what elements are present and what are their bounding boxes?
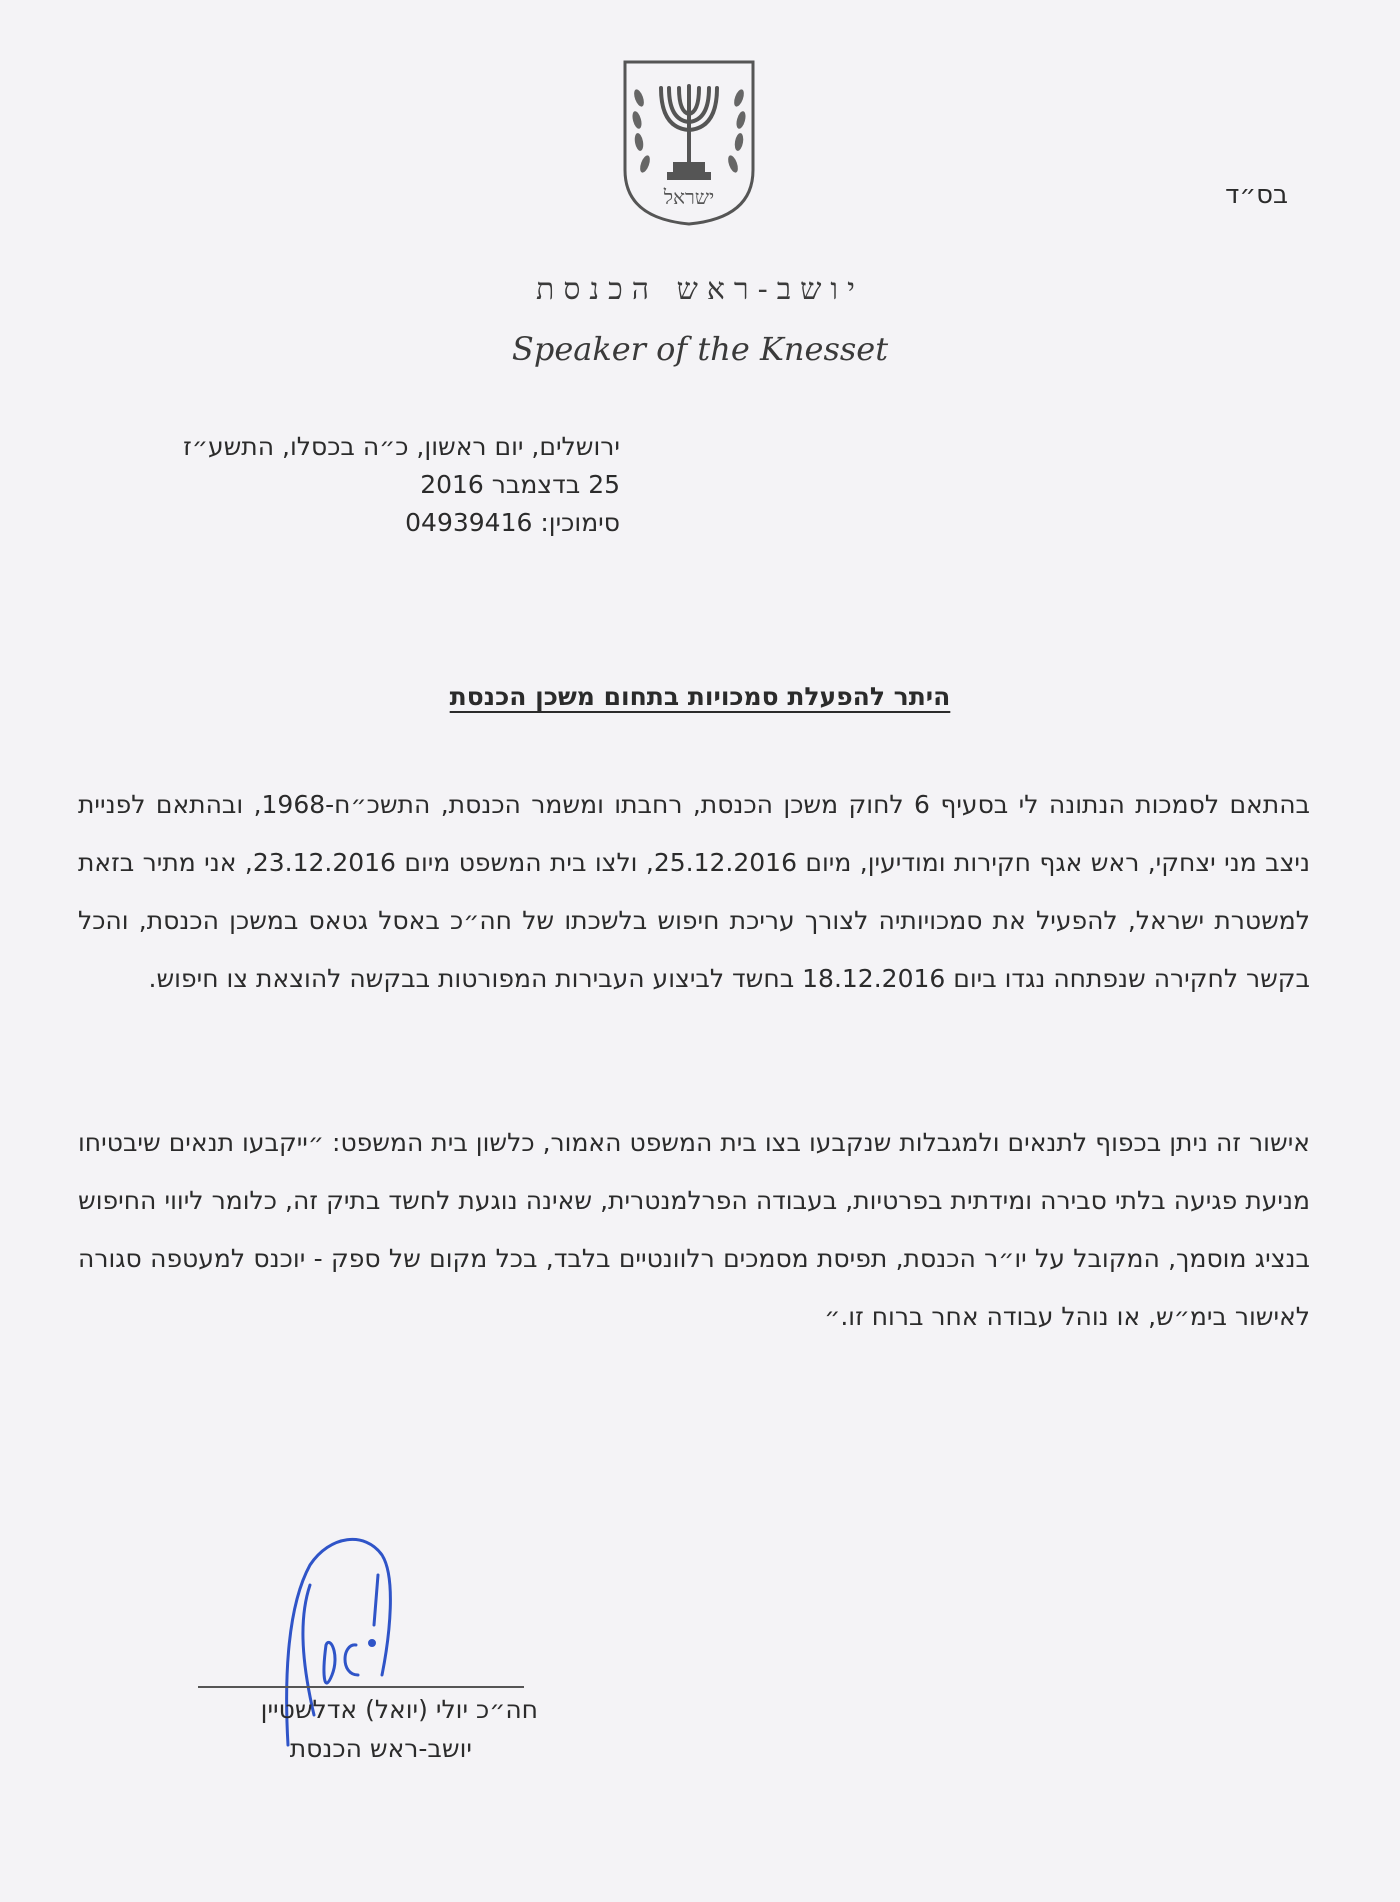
office-title-english: Speaker of the Knesset	[511, 330, 889, 368]
office-title-hebrew: יושב-ראש הכנסת	[536, 272, 864, 307]
signature-line	[198, 1686, 524, 1688]
reference-number: סימוכין: 04939416	[405, 508, 620, 537]
state-emblem	[617, 58, 761, 228]
bsd-mark: בס״ד	[1225, 180, 1288, 210]
place-and-hebrew-date: ירושלים, יום ראשון, כ״ה בכסלו, התשע״ז	[183, 432, 620, 461]
body-paragraph-1: בהתאם לסמכות הנתונה לי בסעיף 6 לחוק משכן הכנסת, רחבתו ומשמר הכנסת, התשכ״ח-1968, ובהתאם לפניית ניצב מני יצחקי, ראש אגף חקירות ומודיעין, מיום 25.12.2016, ולצו בית המשפט מיום 23.12.2016, אני מתיר בזאת למשטרת ישראל, להפעיל את סמכויותיה לצורך עריכת חיפוש בלשכתו של חה״כ באסל גטאס במשכן הכנסת, והכל בקשר לחקירה שנפתחה נגדו ביום 18.12.2016 בחשד לביצוע העבירות המפורטות בבקשה להוצאת צו חיפוש.	[78, 790, 1311, 993]
emblem-text: ישראל	[663, 185, 715, 209]
signatory-name: חה״כ יולי (יואל) אדלשטיין	[260, 1695, 538, 1724]
gregorian-date: 25 בדצמבר 2016	[420, 470, 620, 499]
signatory-title: יושב-ראש הכנסת	[289, 1734, 472, 1763]
letter-meta	[183, 428, 620, 542]
body-paragraph-2: אישור זה ניתן בכפוף לתנאים ולמגבלות שנקבעו בצו בית המשפט האמור, כלשון בית המשפט: ״ייקבעו תנאים שיבטיחו מניעת פגיעה בלתי סבירה ומידתית בפרטיות, בעבודה הפרלמנטרית, שאינה נוגעת לחשד בתיק זה, כלומר ליווי החיפוש בנציג מוסמך, המקובל על יו״ר הכנסת, תפיסת מסמכים רלוונטיים בלבד, בכל מקום של ספק - יוכנס למעטפה סגורה לאישור בימ״ש, או נוהל עבודה אחר ברוח זו.״	[78, 1128, 1310, 1331]
letter-subject: היתר להפעלת סמכויות בתחום משכן הכנסת	[449, 682, 951, 711]
